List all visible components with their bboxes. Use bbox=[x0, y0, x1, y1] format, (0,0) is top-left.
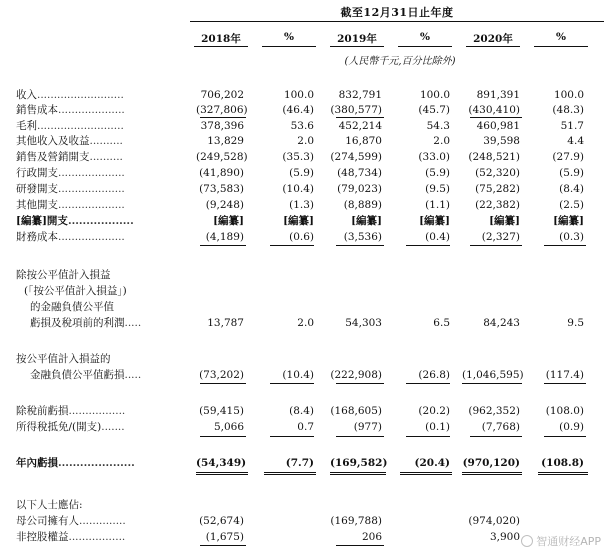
row-label: 除稅前虧損................. bbox=[16, 405, 126, 417]
subtotal-rule bbox=[470, 117, 522, 118]
row-value: 84,243 bbox=[483, 317, 520, 329]
row-value: (977) bbox=[353, 421, 382, 433]
row-value: (1.1) bbox=[425, 199, 450, 211]
row-value: 39,598 bbox=[483, 135, 520, 147]
table-row bbox=[0, 404, 607, 418]
row-value: (222,908) bbox=[330, 369, 382, 381]
table-row bbox=[0, 182, 607, 196]
row-value: (59,415) bbox=[199, 405, 244, 417]
row-value: (79,023) bbox=[337, 183, 382, 195]
row-value: (380,577) bbox=[330, 104, 382, 116]
row-value: 54.3 bbox=[426, 120, 450, 132]
total-double-rule bbox=[330, 472, 386, 475]
row-value: (0.1) bbox=[425, 421, 450, 433]
subtotal-rule bbox=[200, 545, 246, 546]
row-value: 378,396 bbox=[200, 120, 244, 132]
row-value: 6.5 bbox=[433, 317, 450, 329]
table-row bbox=[0, 198, 607, 212]
column-rule bbox=[194, 46, 248, 47]
row-value: 3,900 bbox=[489, 531, 520, 543]
row-value: (75,282) bbox=[475, 183, 520, 195]
row-value: (2.5) bbox=[559, 199, 584, 211]
table-row bbox=[0, 230, 607, 244]
column-rule bbox=[262, 46, 316, 47]
period-header-rule bbox=[190, 21, 604, 22]
row-value: (73,202) bbox=[199, 369, 244, 381]
row-value: 51.7 bbox=[560, 120, 584, 132]
table-row bbox=[0, 368, 607, 382]
row-value: [編纂] bbox=[351, 215, 382, 227]
watermark bbox=[521, 533, 601, 549]
table-row bbox=[0, 119, 607, 133]
column-header-pct-2018: % bbox=[284, 31, 294, 43]
row-value: 2.0 bbox=[433, 135, 450, 147]
row-value: 891,391 bbox=[476, 89, 520, 101]
row-value: (52,320) bbox=[475, 167, 520, 179]
row-label: (「按公平值計入損益」) bbox=[24, 285, 127, 297]
row-value: (5.9) bbox=[559, 167, 584, 179]
column-rule bbox=[534, 46, 588, 47]
row-value: (33.0) bbox=[418, 151, 450, 163]
row-value: (8.4) bbox=[559, 183, 584, 195]
row-value: (20.2) bbox=[418, 405, 450, 417]
block2-line bbox=[0, 284, 607, 298]
row-value: (0.4) bbox=[425, 231, 450, 243]
row-label: 非控股權益................. bbox=[16, 531, 126, 543]
subtotal-rule bbox=[336, 117, 384, 118]
row-value: 2.0 bbox=[297, 135, 314, 147]
row-value: (48,734) bbox=[337, 167, 382, 179]
row-value: (3,536) bbox=[343, 231, 382, 243]
row-value: 5,066 bbox=[213, 421, 244, 433]
subtotal-rule bbox=[336, 436, 384, 437]
subtotal-rule bbox=[336, 383, 384, 384]
column-header-pct-2019: % bbox=[420, 31, 430, 43]
row-label: 毛利.......................... bbox=[16, 120, 124, 132]
subtotal-rule bbox=[200, 117, 246, 118]
subtotal-rule bbox=[270, 436, 314, 437]
row-value: (169,788) bbox=[330, 515, 382, 527]
table-row bbox=[0, 88, 607, 102]
subtotal-rule bbox=[470, 436, 522, 437]
row-value: (2,327) bbox=[481, 231, 520, 243]
row-value: (9,248) bbox=[205, 199, 244, 211]
total-double-rule bbox=[400, 472, 452, 475]
row-value: 832,791 bbox=[338, 89, 382, 101]
row-value: (117.4) bbox=[545, 369, 584, 381]
watermark-text: 智通财经APP bbox=[536, 535, 601, 548]
column-header-2018: 2018年 bbox=[201, 33, 241, 45]
row-label: 按公平值計入損益的 bbox=[16, 353, 111, 365]
row-value: 452,214 bbox=[338, 120, 382, 132]
row-label: 除按公平值計入損益 bbox=[16, 269, 111, 281]
subtotal-rule bbox=[200, 383, 246, 384]
row-value: (45.7) bbox=[418, 104, 450, 116]
row-value: (274,599) bbox=[330, 151, 382, 163]
subtotal-rule bbox=[270, 383, 314, 384]
table-row bbox=[0, 214, 607, 228]
total-double-rule bbox=[538, 472, 588, 475]
row-value: (0.9) bbox=[559, 421, 584, 433]
table-row bbox=[0, 103, 607, 117]
row-value: (52,674) bbox=[199, 515, 244, 527]
row-value: (168,605) bbox=[330, 405, 382, 417]
total-double-rule bbox=[462, 472, 522, 475]
row-label: 行政開支.................... bbox=[16, 167, 125, 179]
row-value: (54,349) bbox=[196, 457, 247, 469]
total-double-rule bbox=[264, 472, 316, 475]
row-value: (169,582) bbox=[330, 457, 388, 469]
row-value: 100.0 bbox=[419, 89, 450, 101]
subtotal-rule bbox=[544, 245, 586, 246]
row-value: (10.4) bbox=[282, 183, 314, 195]
row-value: (26.8) bbox=[418, 369, 450, 381]
period-header: 截至12月31日止年度 bbox=[340, 6, 454, 19]
row-value: [編纂] bbox=[489, 215, 520, 227]
row-value: 54,303 bbox=[345, 317, 382, 329]
attrib-heading: 以下人士應佔: bbox=[16, 499, 83, 511]
row-value: (430,410) bbox=[468, 104, 520, 116]
row-value: (962,352) bbox=[468, 405, 520, 417]
row-value: (108.0) bbox=[545, 405, 584, 417]
row-value: (73,583) bbox=[199, 183, 244, 195]
row-value: [編纂] bbox=[283, 215, 314, 227]
block2-line bbox=[0, 268, 607, 282]
row-value: [編纂] bbox=[419, 215, 450, 227]
total-row bbox=[0, 456, 607, 470]
row-value: (7,768) bbox=[481, 421, 520, 433]
row-label: 年內虧損..................... bbox=[16, 457, 135, 469]
table-row bbox=[0, 514, 607, 528]
row-value: (974,020) bbox=[468, 515, 520, 527]
row-value: (22,382) bbox=[475, 199, 520, 211]
row-label: 財務成本.................... bbox=[16, 231, 125, 243]
subtotal-rule bbox=[544, 383, 586, 384]
subtotal-rule bbox=[270, 245, 314, 246]
column-header-2020: 2020年 bbox=[473, 33, 513, 45]
row-value: (7.7) bbox=[285, 457, 314, 469]
row-label: 母公司擁有人.............. bbox=[16, 515, 126, 527]
row-value: (8,889) bbox=[343, 199, 382, 211]
block3-line bbox=[0, 352, 607, 366]
row-value: (248,521) bbox=[468, 151, 520, 163]
row-value: [編纂] bbox=[553, 215, 584, 227]
row-value: 53.6 bbox=[290, 120, 314, 132]
row-value: (10.4) bbox=[282, 369, 314, 381]
column-header-2019: 2019年 bbox=[337, 33, 377, 45]
row-value: 4.4 bbox=[567, 135, 584, 147]
row-value: (1,046,595) bbox=[462, 369, 524, 381]
subtotal-rule bbox=[336, 545, 384, 546]
row-label: 金融負債公平值虧損..... bbox=[30, 369, 142, 381]
subtotal-rule bbox=[470, 245, 522, 246]
row-value: (0.3) bbox=[559, 231, 584, 243]
row-value: (27.9) bbox=[552, 151, 584, 163]
row-value: [編纂] bbox=[213, 215, 244, 227]
row-value: (41,890) bbox=[199, 167, 244, 179]
row-value: 2.0 bbox=[297, 317, 314, 329]
row-value: (249,528) bbox=[196, 151, 248, 163]
subtotal-rule bbox=[336, 245, 384, 246]
total-double-rule bbox=[196, 472, 248, 475]
row-value: 16,870 bbox=[345, 135, 382, 147]
row-value: (970,120) bbox=[462, 457, 520, 469]
column-rule bbox=[398, 46, 452, 47]
row-value: (46.4) bbox=[282, 104, 314, 116]
table-row bbox=[0, 420, 607, 434]
row-value: (108.8) bbox=[541, 457, 584, 469]
row-label: 的金融負債公平值 bbox=[30, 301, 114, 313]
row-value: 206 bbox=[361, 531, 382, 543]
watermark-logo-icon bbox=[521, 535, 533, 547]
table-row bbox=[0, 530, 607, 544]
row-value: (35.3) bbox=[282, 151, 314, 163]
table-row bbox=[0, 316, 607, 330]
row-value: (9.5) bbox=[425, 183, 450, 195]
row-value: (8.4) bbox=[289, 405, 314, 417]
table-row bbox=[0, 150, 607, 164]
row-value: (327,806) bbox=[196, 104, 248, 116]
row-value: 9.5 bbox=[567, 317, 584, 329]
subtotal-rule bbox=[544, 436, 586, 437]
subtotal-rule bbox=[200, 245, 246, 246]
row-value: (48.3) bbox=[552, 104, 584, 116]
subtotal-rule bbox=[200, 436, 246, 437]
attrib-heading-row bbox=[0, 498, 607, 512]
row-value: 460,981 bbox=[476, 120, 520, 132]
row-value: 100.0 bbox=[553, 89, 584, 101]
row-value: 706,202 bbox=[200, 89, 244, 101]
table-row bbox=[0, 166, 607, 180]
column-rule bbox=[330, 46, 384, 47]
row-label: 銷售成本.................... bbox=[16, 104, 125, 116]
column-header-pct-2020: % bbox=[556, 31, 566, 43]
row-label: 其他收入及收益.......... bbox=[16, 135, 123, 147]
block2-line bbox=[0, 300, 607, 314]
row-label: 研發開支.................... bbox=[16, 183, 125, 195]
row-value: (1.3) bbox=[289, 199, 314, 211]
subtotal-rule bbox=[406, 436, 450, 437]
row-value: (5.9) bbox=[425, 167, 450, 179]
row-value: 100.0 bbox=[283, 89, 314, 101]
table-row bbox=[0, 134, 607, 148]
row-label: [編纂]開支.................. bbox=[16, 215, 134, 227]
row-label: 收入.......................... bbox=[16, 89, 124, 101]
subtotal-rule bbox=[406, 383, 450, 384]
row-value: (4,189) bbox=[205, 231, 244, 243]
subtotal-rule bbox=[406, 245, 450, 246]
column-rule bbox=[466, 46, 520, 47]
row-value: (5.9) bbox=[289, 167, 314, 179]
row-value: 0.7 bbox=[297, 421, 314, 433]
row-label: 銷售及營銷開支.......... bbox=[16, 151, 123, 163]
row-label: 所得稅抵免/(開支)....... bbox=[16, 421, 125, 433]
row-label: 虧損及稅項前的利潤..... bbox=[30, 317, 142, 329]
unit-note: (人民幣千元,百分比除外) bbox=[344, 56, 456, 67]
row-value: (20.4) bbox=[414, 457, 450, 469]
row-value: (0.6) bbox=[289, 231, 314, 243]
row-value: (1,675) bbox=[205, 531, 244, 543]
row-label: 其他開支.................... bbox=[16, 199, 125, 211]
subtotal-rule bbox=[462, 383, 522, 384]
row-value: 13,787 bbox=[207, 317, 244, 329]
row-value: 13,829 bbox=[207, 135, 244, 147]
